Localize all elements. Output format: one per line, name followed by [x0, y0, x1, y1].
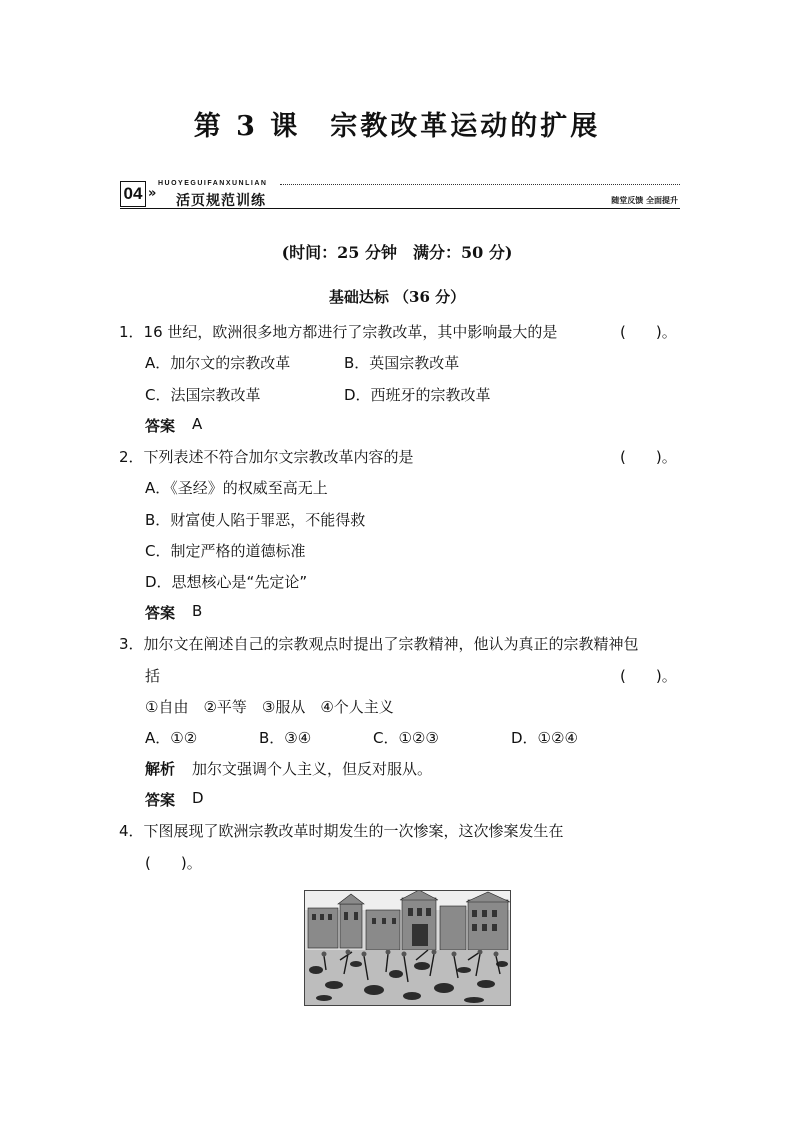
- question-3-answer: D: [192, 789, 204, 807]
- question-2-option-d: D．思想核心是“先定论”: [145, 573, 308, 591]
- question-1-option-b: B．英国宗教改革: [344, 354, 460, 372]
- question-3-option-c: C．①②③: [373, 729, 439, 747]
- question-4-paren: ( )。: [145, 854, 202, 872]
- banner-pinyin: HUOYEGUIFANXUNLIAN: [158, 180, 268, 187]
- question-1-option-d: D．西班牙的宗教改革: [344, 386, 491, 404]
- question-4-stem: 4．下图展现了欧洲宗教改革时期发生的一次惨案，这次惨案发生在: [119, 822, 564, 840]
- question-2-answer-label: 答案: [145, 604, 176, 622]
- question-1-option-c: C．法国宗教改革: [145, 386, 261, 404]
- massacre-engraving-image: [304, 890, 511, 1006]
- question-3-analysis: 加尔文强调个人主义，但反对服从。: [192, 760, 433, 778]
- question-3-stem-cont: 括: [145, 667, 161, 685]
- section-banner: [120, 180, 680, 210]
- question-1-answer: A: [192, 415, 203, 433]
- question-3-option-d: D．①②④: [511, 729, 578, 747]
- question-1-option-a: A．加尔文的宗教改革: [145, 354, 291, 372]
- question-2-option-c: C．制定严格的道德标准: [145, 542, 306, 560]
- question-1-stem: 1．16 世纪，欧洲很多地方都进行了宗教改革，其中影响最大的是: [119, 323, 558, 341]
- chevron-right-icon: »: [148, 186, 157, 201]
- page-title: 第 3 课 宗教改革运动的扩展: [193, 111, 601, 142]
- question-3-answer-label: 答案: [145, 791, 176, 809]
- question-2-option-a: A．《圣经》的权威至高无上: [145, 479, 328, 497]
- question-3-analysis-label: 解析: [145, 760, 176, 778]
- question-3-items: ①自由 ②平等 ③服从 ④个人主义: [145, 698, 394, 716]
- banner-name: 活页规范训练: [176, 193, 266, 209]
- question-3-option-b: B．③④: [259, 729, 312, 747]
- banner-rule: [120, 208, 680, 209]
- question-1-paren: ( )。: [620, 323, 677, 341]
- question-2-answer: B: [192, 602, 203, 620]
- banner-tagline: 随堂反馈 全面提升: [611, 196, 678, 205]
- question-3-paren: ( )。: [620, 667, 677, 685]
- question-2-paren: ( )。: [620, 448, 677, 466]
- question-3-stem: 3．加尔文在阐述自己的宗教观点时提出了宗教精神，他认为真正的宗教精神包: [119, 635, 639, 653]
- question-3-option-a: A．①②: [145, 729, 198, 747]
- question-2-option-b: B．财富使人陷于罪恶，不能得救: [145, 511, 366, 529]
- section-title: 基础达标 （36 分）: [328, 288, 466, 306]
- question-2-stem: 2．下列表述不符合加尔文宗教改革内容的是: [119, 448, 414, 466]
- dotted-divider: [280, 184, 680, 185]
- question-1-answer-label: 答案: [145, 417, 176, 435]
- banner-number: 04: [123, 184, 143, 203]
- time-line: (时间：25 分钟 满分：50 分): [281, 243, 513, 262]
